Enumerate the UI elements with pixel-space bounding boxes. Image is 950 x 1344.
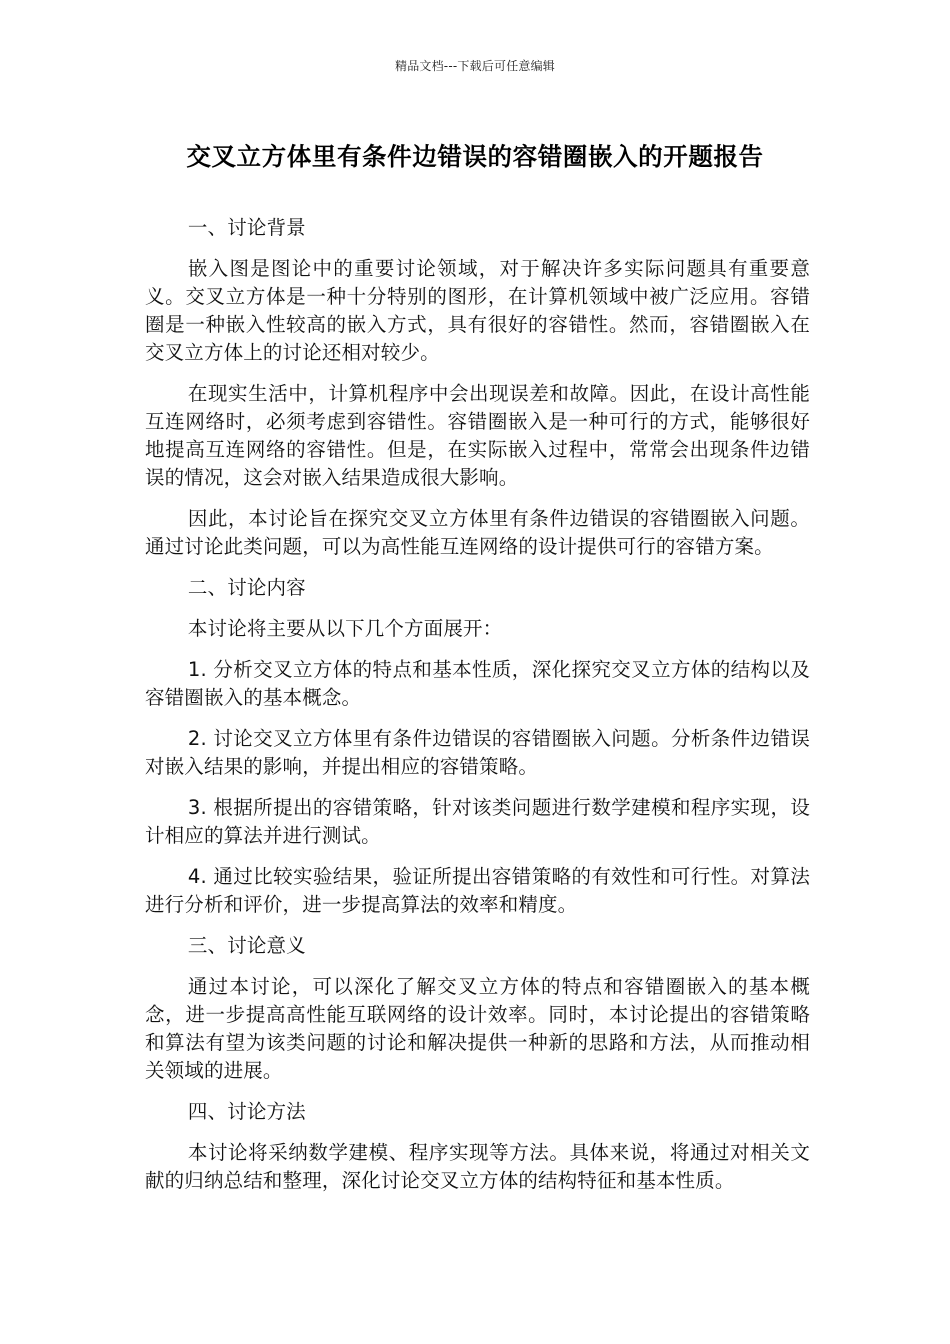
paragraph: 因此，本讨论旨在探究交叉立方体里有条件边错误的容错圈嵌入问题。通过讨论此类问题，可以为高性能互连网络的设计提供可行的容错方案。 — [145, 507, 810, 558]
paragraph: 通过本讨论，可以深化了解交叉立方体的特点和容错圈嵌入的基本概念，进一步提高高性能互联网络的设计效率。同时，本讨论提出的容错策略和算法有望为该类问题的讨论和解决提供一种新的思路和方法，从而推动相关领域的进展。 — [145, 975, 810, 1082]
section-heading-significance: 三、讨论意义 — [187, 934, 306, 957]
document-title: 交叉立方体里有条件边错误的容错圈嵌入的开题报告 — [186, 142, 764, 171]
list-item: 4. 通过比较实验结果，验证所提出容错策略的有效性和可行性。对算法进行分析和评价，进一步提高算法的效率和精度。 — [145, 865, 810, 916]
section-heading-method: 四、讨论方法 — [187, 1100, 306, 1123]
section-heading-content: 二、讨论内容 — [187, 576, 306, 599]
paragraph: 在现实生活中，计算机程序中会出现误差和故障。因此，在设计高性能互连网络时，必须考虑到容错性。容错圈嵌入是一种可行的方式，能够很好地提高互连网络的容错性。但是，在实际嵌入过程中，常常会出现条件边错误的情况，这会对嵌入结果造成很大影响。 — [145, 382, 810, 489]
list-item: 3. 根据所提出的容错策略，针对该类问题进行数学建模和程序实现，设计相应的算法并进行测试。 — [145, 796, 810, 847]
page-header: 精品文档---下载后可任意编辑 — [395, 59, 555, 73]
list-item: 2. 讨论交叉立方体里有条件边错误的容错圈嵌入问题。分析条件边错误对嵌入结果的影响，并提出相应的容错策略。 — [145, 727, 810, 778]
list-item: 1. 分析交叉立方体的特点和基本性质，深化探究交叉立方体的结构以及容错圈嵌入的基本概念。 — [145, 658, 810, 709]
paragraph: 本讨论将采纳数学建模、程序实现等方法。具体来说，将通过对相关文献的归纳总结和整理，深化讨论交叉立方体的结构特征和基本性质。 — [145, 1141, 810, 1192]
paragraph: 嵌入图是图论中的重要讨论领域，对于解决许多实际问题具有重要意义。交叉立方体是一种十分特别的图形，在计算机领域中被广泛应用。容错圈是一种嵌入性较高的嵌入方式，具有很好的容错性。然而，容错圈嵌入在交叉立方体上的讨论还相对较少。 — [145, 257, 810, 364]
section-heading-background: 一、讨论背景 — [187, 216, 306, 239]
paragraph: 本讨论将主要从以下几个方面展开： — [187, 617, 503, 640]
document-body — [145, 214, 810, 1208]
